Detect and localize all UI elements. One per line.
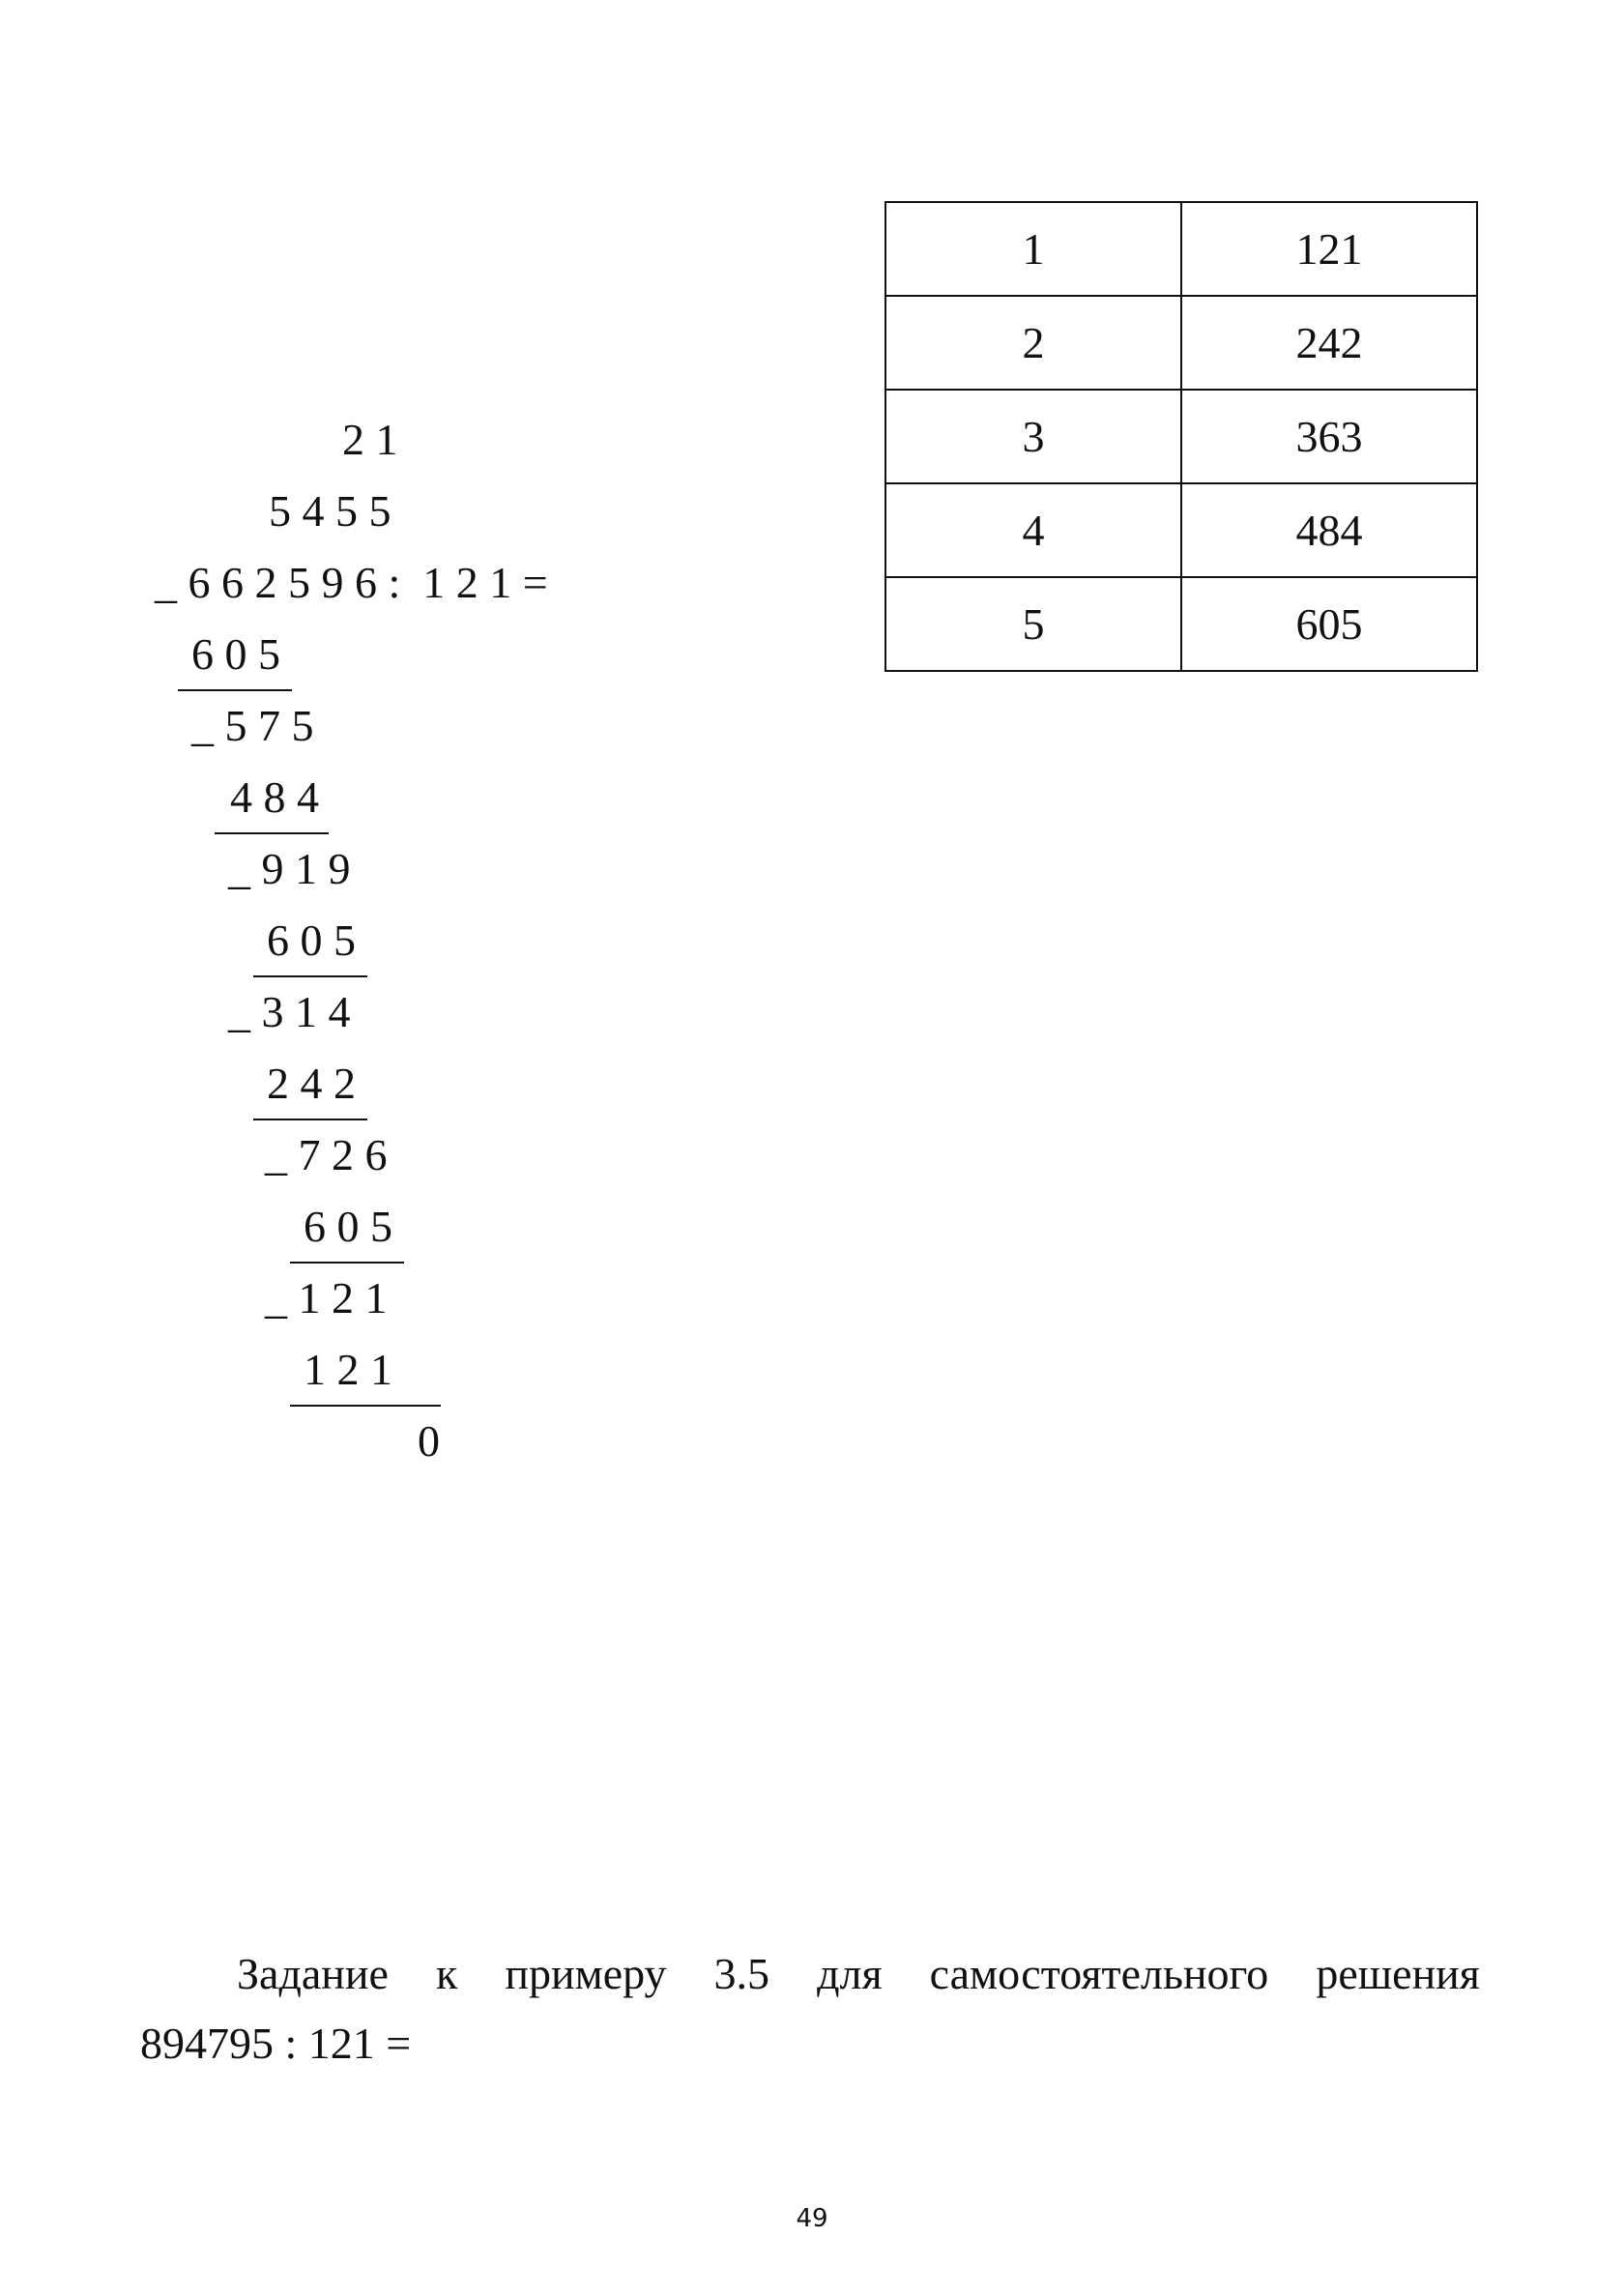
page-number: 49 bbox=[796, 2204, 828, 2233]
division-line: _ 3 1 4 bbox=[228, 987, 351, 1036]
table-cell-multiplier: 4 bbox=[885, 483, 1181, 577]
table-row bbox=[885, 577, 1477, 671]
table-cell-multiplier: 3 bbox=[885, 390, 1181, 483]
division-line: _ 6 6 2 5 9 6 : 1 2 1 = bbox=[155, 558, 548, 607]
division-line: 6 0 5 bbox=[267, 915, 356, 965]
multiplication-table bbox=[884, 201, 1478, 672]
table-cell-product: 605 bbox=[1181, 577, 1477, 671]
task-word: решения bbox=[1316, 1949, 1480, 1998]
table-row bbox=[885, 390, 1477, 483]
table-cell-product: 121 bbox=[1181, 202, 1477, 296]
table-cell-multiplier: 5 bbox=[885, 577, 1181, 671]
division-line: _ 1 2 1 bbox=[265, 1273, 388, 1322]
task-word: Задание bbox=[237, 1949, 389, 1998]
division-line: 4 8 4 bbox=[230, 772, 319, 822]
task-heading bbox=[140, 1939, 1480, 2009]
table-cell-product: 242 bbox=[1181, 296, 1477, 390]
division-line: _ 7 2 6 bbox=[265, 1130, 388, 1179]
subtraction-rule bbox=[290, 1405, 441, 1407]
task-word: самостоятельного bbox=[929, 1949, 1269, 1998]
subtraction-rule bbox=[290, 1262, 404, 1264]
table-cell-multiplier: 1 bbox=[885, 202, 1181, 296]
table-cell-multiplier: 2 bbox=[885, 296, 1181, 390]
division-remainder: 0 bbox=[418, 1416, 440, 1466]
task-word: к bbox=[435, 1949, 458, 1998]
division-line: 1 2 1 bbox=[304, 1345, 392, 1394]
task-word: для bbox=[817, 1949, 883, 1998]
division-line: _ 9 1 9 bbox=[228, 844, 351, 893]
subtraction-rule bbox=[253, 1119, 367, 1120]
exercise-task bbox=[140, 1939, 1480, 2078]
division-line: 6 0 5 bbox=[304, 1202, 392, 1251]
division-line: 2 1 bbox=[342, 415, 398, 464]
division-line: 2 4 2 bbox=[267, 1059, 356, 1108]
task-word: 3.5 bbox=[713, 1949, 770, 1998]
table-row bbox=[885, 483, 1477, 577]
division-line: _ 5 7 5 bbox=[191, 701, 314, 750]
table-cell-product: 363 bbox=[1181, 390, 1477, 483]
table-row bbox=[885, 202, 1477, 296]
subtraction-rule bbox=[253, 975, 367, 977]
task-expression: 894795 : 121 = bbox=[140, 2019, 412, 2068]
table-cell-product: 484 bbox=[1181, 483, 1477, 577]
subtraction-rule bbox=[178, 689, 292, 691]
division-line: 6 0 5 bbox=[191, 629, 280, 679]
table-row bbox=[885, 296, 1477, 390]
division-line: 5 4 5 5 bbox=[269, 486, 392, 536]
task-word: примеру bbox=[505, 1949, 667, 1998]
subtraction-rule bbox=[215, 832, 329, 834]
